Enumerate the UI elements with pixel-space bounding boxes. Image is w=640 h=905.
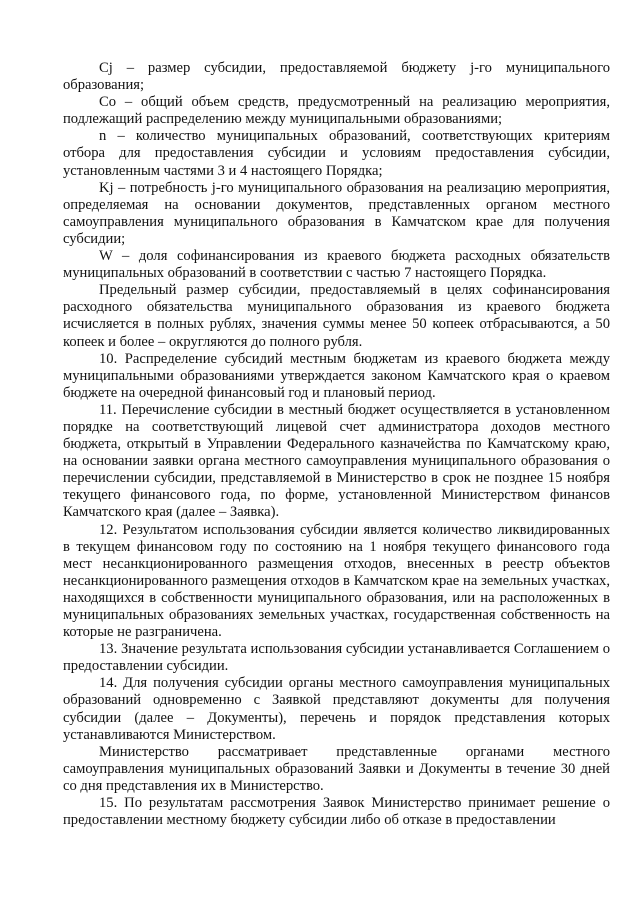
paragraph-definition-co: Co – общий объем средств, предусмотренный на реализацию мероприятия, подлежащий распределению между муниципальными образованиями; <box>63 94 610 128</box>
paragraph-section-10: 10. Распределение субсидий местным бюджетам из краевого бюджета между муниципальными образованиями утверждается законом Камчатского края о краевом бюджете на очередной финансовый год и плановый период. <box>63 350 610 401</box>
paragraph-section-15: 15. По результатам рассмотрения Заявок Министерство принимает решение о предоставлении местному бюджету субсидии либо об отказе в предоставлении <box>63 795 610 829</box>
paragraph-max-subsidy: Предельный размер субсидии, предоставляемый в целях софинансирования расходного обязательства муниципального образования из краевого бюджета исчисляется в полных рублях, значения суммы менее 50 копеек отбрасываются, а 50 копеек и более – округляются до полного рубля. <box>63 282 610 350</box>
paragraph-section-13: 13. Значение результата использования субсидии устанавливается Соглашением о предоставлении субсидии. <box>63 641 610 675</box>
paragraph-definition-n: n – количество муниципальных образований, соответствующих критериям отбора для предоставления субсидии и условиям предоставления субсидии, установленным частями 3 и 4 настоящего Порядка; <box>63 128 610 179</box>
paragraph-definition-cj: Cj – размер субсидии, предоставляемой бюджету j-го муниципального образования; <box>63 60 610 94</box>
paragraph-section-11: 11. Перечисление субсидии в местный бюджет осуществляется в установленном порядке на соответствующий лицевой счет администратора доходов местного бюджета, открытый в Управлении Федерального казначейства по Камчатскому краю, на основании заявки органа местного самоуправления муниципального образования о перечислении субсидии, представляемой в Министерство в срок не позднее 15 ноября текущего финансового года, по форме, установленной Министерством финансов Камчатского края (далее – Заявка). <box>63 401 610 521</box>
paragraph-ministry-review: Министерство рассматривает представленные органами местного самоуправления муниципальных образований Заявки и Документы в течение 30 дней со дня представления их в Министерство. <box>63 743 610 794</box>
paragraph-section-14: 14. Для получения субсидии органы местного самоуправления муниципальных образований одновременно с Заявкой представляют документы для получения субсидии (далее – Документы), перечень и порядок представления которых устанавливаются Министерством. <box>63 675 610 743</box>
paragraph-section-12: 12. Результатом использования субсидии является количество ликвидированных в текущем финансовом году по состоянию на 1 ноября текущего финансового года мест несанкционированного размещения отходов, внесенных в реестр объектов несанкционированного размещения отходов в Камчатском крае на земельных участках, находящихся в собственности муниципального образования, или на расположенных в муниципальных образованиях земельных участках, государственная собственность на которые не разграничена. <box>63 521 610 641</box>
paragraph-definition-kj: Kj – потребность j-го муниципального образования на реализацию мероприятия, определяемая на основании документов, представленных органом местного самоуправления муниципального образования в Камчатском крае для получения субсидии; <box>63 179 610 247</box>
document-body <box>63 60 610 829</box>
paragraph-definition-w: W – доля софинансирования из краевого бюджета расходных обязательств муниципальных образований в соответствии с частью 7 настоящего Порядка. <box>63 248 610 282</box>
